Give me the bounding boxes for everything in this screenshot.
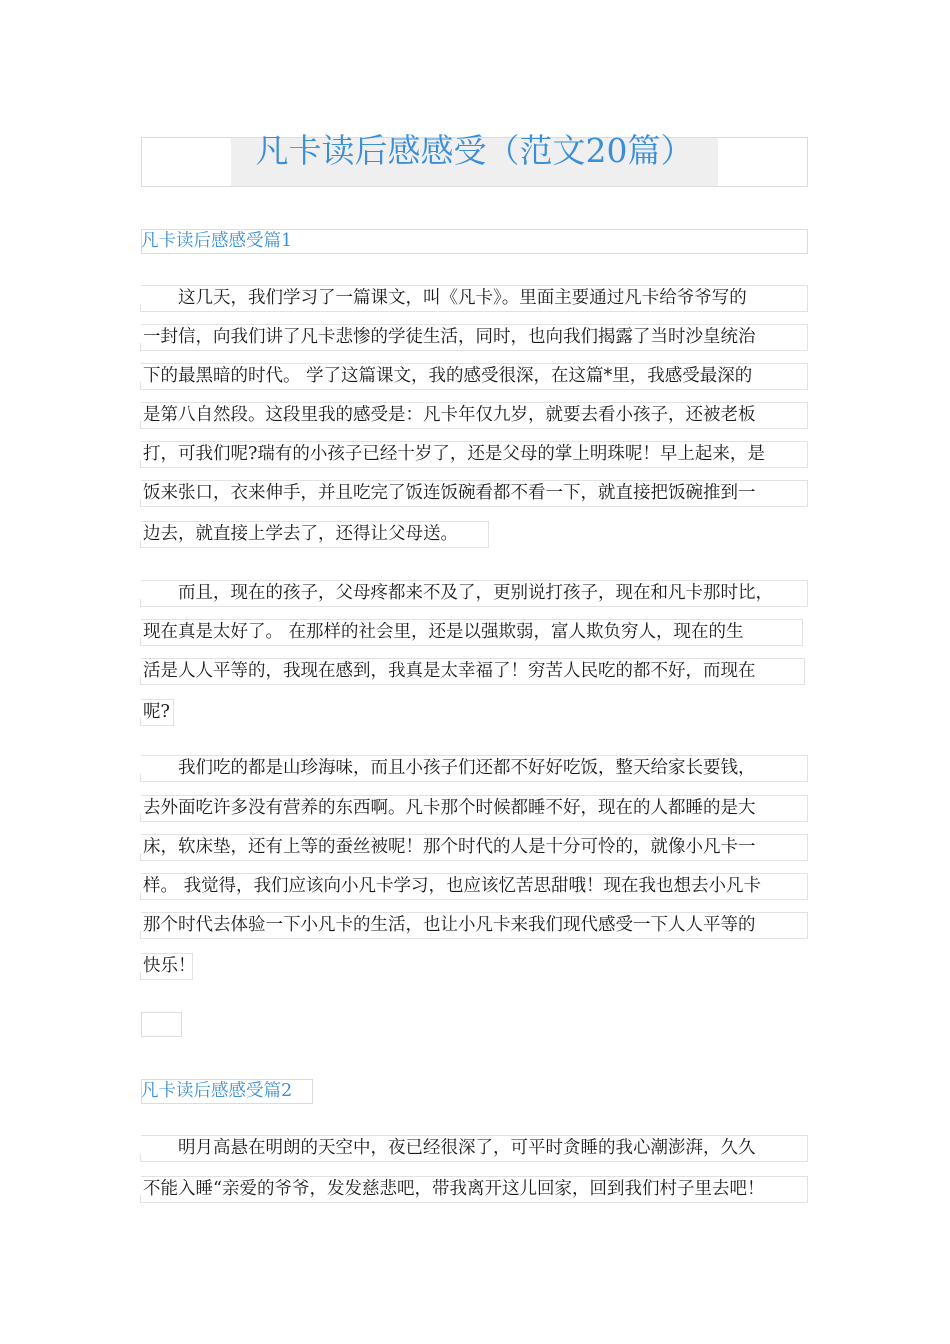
text-line: 现在真是太好了。 在那样的社会里，还是以强欺弱，富人欺负穷人，现在的生	[143, 622, 744, 642]
text-line: 呢?	[143, 702, 170, 722]
document-title: 凡卡读后感感受（范文20篇）	[255, 131, 694, 170]
text-line: 那个时代去体验一下小凡卡的生活，也让小凡卡来我们现代感受一下人人平等的	[143, 915, 756, 935]
text-line: 明月高悬在明朗的天空中，夜已经很深了，可平时贪睡的我心潮澎湃，久久	[143, 1138, 756, 1158]
text-line: 边去，就直接上学去了，还得让父母送。	[143, 524, 458, 544]
text-line: 饭来张口，衣来伸手，并且吃完了饭连饭碗看都不看一下，就直接把饭碗推到一	[143, 483, 756, 503]
text-line: 而且，现在的孩子，父母疼都来不及了，更别说打孩子，现在和凡卡那时比，	[143, 583, 773, 603]
text-line: 不能入睡“亲爱的爷爷，发发慈悲吧，带我离开这儿回家，回到我们村子里去吧！	[143, 1179, 765, 1199]
text-line: 去外面吃许多没有营养的东西啊。凡卡那个时候都睡不好，现在的人都睡的是大	[143, 798, 756, 818]
text-line: 打，可我们呢?瑞有的小孩子已经十岁了，还是父母的掌上明珠呢！早上起来，是	[143, 444, 765, 464]
text-line: 我们吃的都是山珍海味，而且小孩子们还都不好好吃饭，整天给家长要钱，	[143, 758, 756, 778]
text-line: 样。 我觉得，我们应该向小凡卡学习，也应该忆苦思甜哦！现在我也想去小凡卡	[143, 876, 762, 896]
text-line: 快乐！	[143, 956, 196, 976]
text-line: 一封信，向我们讲了凡卡悲惨的学徒生活，同时，也向我们揭露了当时沙皇统治	[143, 327, 756, 347]
text-line: 床，软床垫，还有上等的蚕丝被呢！那个时代的人是十分可怜的，就像小凡卡一	[143, 837, 756, 857]
text-line: 这几天，我们学习了一篇课文，叫《凡卡》。里面主要通过凡卡给爷爷写的	[143, 288, 747, 308]
section-heading: 凡卡读后感感受篇1	[141, 231, 293, 251]
empty-block	[141, 1012, 182, 1037]
text-line: 下的最黑暗的时代。 学了这篇课文，我的感受很深，在这篇*里，我感受最深的	[143, 366, 753, 386]
section-heading: 凡卡读后感感受篇2	[141, 1081, 293, 1101]
text-line: 是第八自然段。这段里我的感受是：凡卡年仅九岁，就要去看小孩子，还被老板	[143, 405, 756, 425]
text-line: 活是人人平等的，我现在感到，我真是太幸福了！穷苦人民吃的都不好，而现在	[143, 661, 756, 681]
